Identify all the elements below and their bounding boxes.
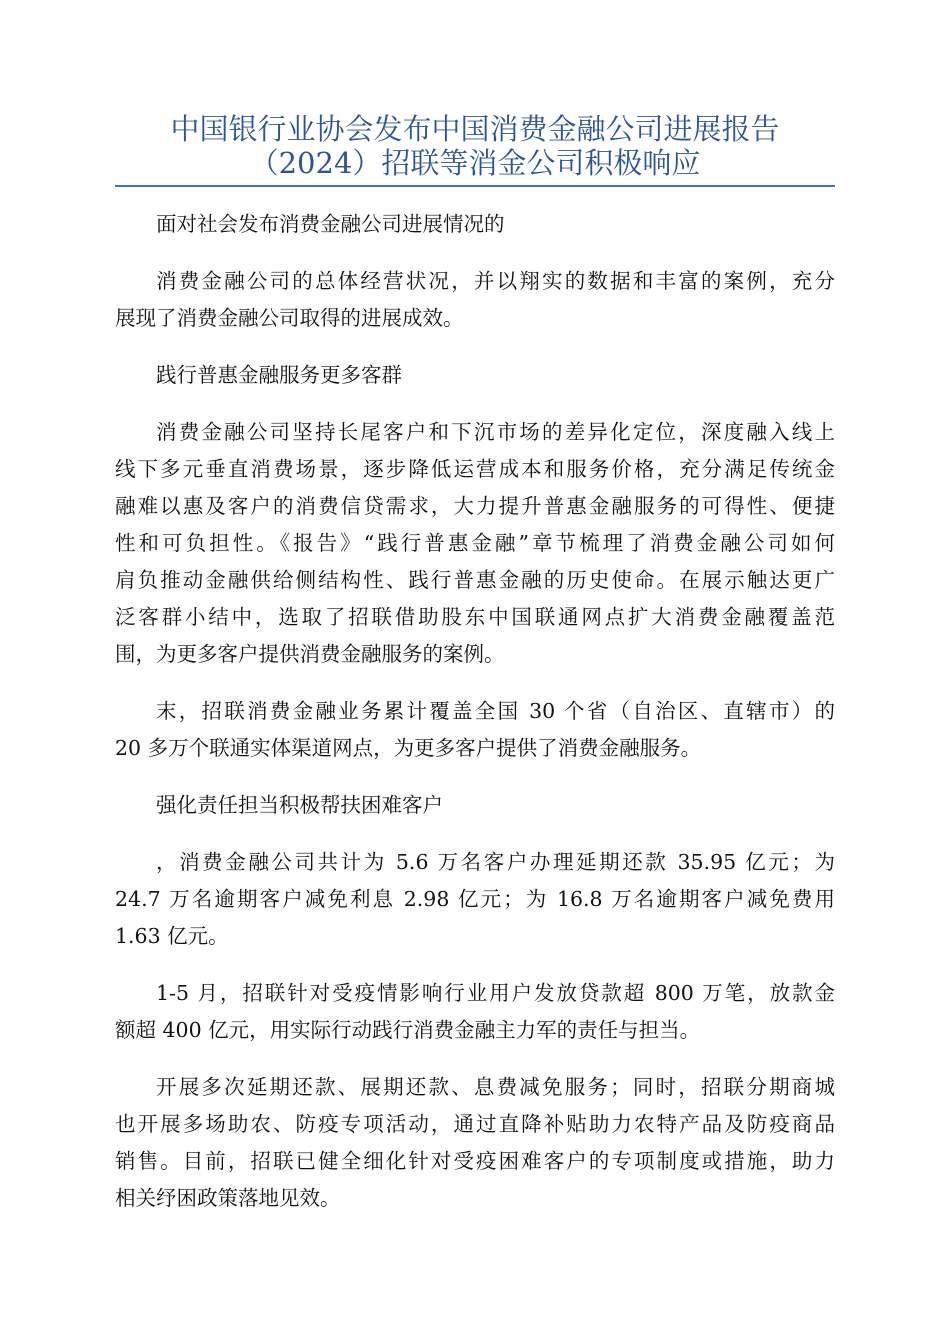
paragraph-line: 消费金融公司坚持长尾客户和下沉市场的差异化定位，深度融入线上: [156, 420, 835, 444]
paragraph-line: 销售。目前，招联已健全细化针对受疫困难客户的专项制度或措施，助力: [115, 1149, 835, 1173]
title-underline-rule: [115, 185, 835, 187]
paragraph-line: ，消费金融公司共计为 5.6 万名客户办理延期还款 35.95 亿元；为: [156, 850, 835, 874]
body-paragraph: [115, 263, 835, 337]
body-paragraph: [115, 844, 835, 955]
title-line-1: 中国银行业协会发布中国消费金融公司进展报告: [170, 112, 780, 146]
body-paragraph: [115, 357, 835, 394]
paragraph-line: 消费金融公司的总体经营状况，并以翔实的数据和丰富的案例，充分: [156, 269, 835, 293]
body-paragraph: [115, 414, 835, 673]
paragraph-line: 末，招联消费金融业务累计覆盖全国 30 个省（自治区、直辖市）的: [156, 699, 835, 723]
paragraph-line: 1-5 月，招联针对受疫情影响行业用户发放贷款超 800 万笔，放款金: [156, 981, 835, 1005]
paragraph-line: 24.7 万名逾期客户减免利息 2.98 亿元；为 16.8 万名逾期客户减免费用: [115, 887, 835, 911]
paragraph-line: 强化责任担当积极帮扶困难客户: [156, 793, 443, 817]
document-body: [115, 206, 835, 1237]
body-paragraph: [115, 975, 835, 1049]
paragraph-line: 也开展多场助农、防疫专项活动，通过直降补贴助力农特产品及防疫商品: [115, 1112, 835, 1136]
paragraph-line: 开展多次延期还款、展期还款、息费减免服务；同时，招联分期商城: [156, 1075, 835, 1099]
paragraph-line: 线下多元垂直消费场景，逐步降低运营成本和服务价格，充分满足传统金: [115, 457, 835, 481]
paragraph-line: 相关纾困政策落地见效。: [115, 1186, 341, 1210]
paragraph-line: 践行普惠金融服务更多客群: [156, 363, 402, 387]
paragraph-line: 额超 400 亿元，用实际行动践行消费金融主力军的责任与担当。: [115, 1018, 701, 1042]
document-title: [115, 112, 835, 180]
body-paragraph: [115, 787, 835, 824]
paragraph-line: 融难以惠及客户的消费信贷需求，大力提升普惠金融服务的可得性、便捷: [115, 494, 835, 518]
body-paragraph: [115, 1069, 835, 1217]
paragraph-line: 展现了消费金融公司取得的进展成效。: [115, 306, 464, 330]
paragraph-line: 围，为更多客户提供消费金融服务的案例。: [115, 642, 505, 666]
body-paragraph: [115, 206, 835, 243]
title-line-2: （2024）招联等消金公司积极响应: [249, 146, 701, 180]
paragraph-line: 肩负推动金融供给侧结构性、践行普惠金融的历史使命。在展示触达更广: [115, 568, 835, 592]
body-paragraph: [115, 693, 835, 767]
paragraph-line: 1.63 亿元。: [115, 924, 229, 948]
paragraph-line: 性和可负担性。《报告》“践行普惠金融”章节梳理了消费金融公司如何: [115, 531, 835, 555]
paragraph-line: 泛客群小结中，选取了招联借助股东中国联通网点扩大消费金融覆盖范: [115, 605, 835, 629]
paragraph-line: 20 多万个联通实体渠道网点，为更多客户提供了消费金融服务。: [115, 736, 702, 760]
paragraph-line: 面对社会发布消费金融公司进展情况的: [156, 212, 505, 236]
